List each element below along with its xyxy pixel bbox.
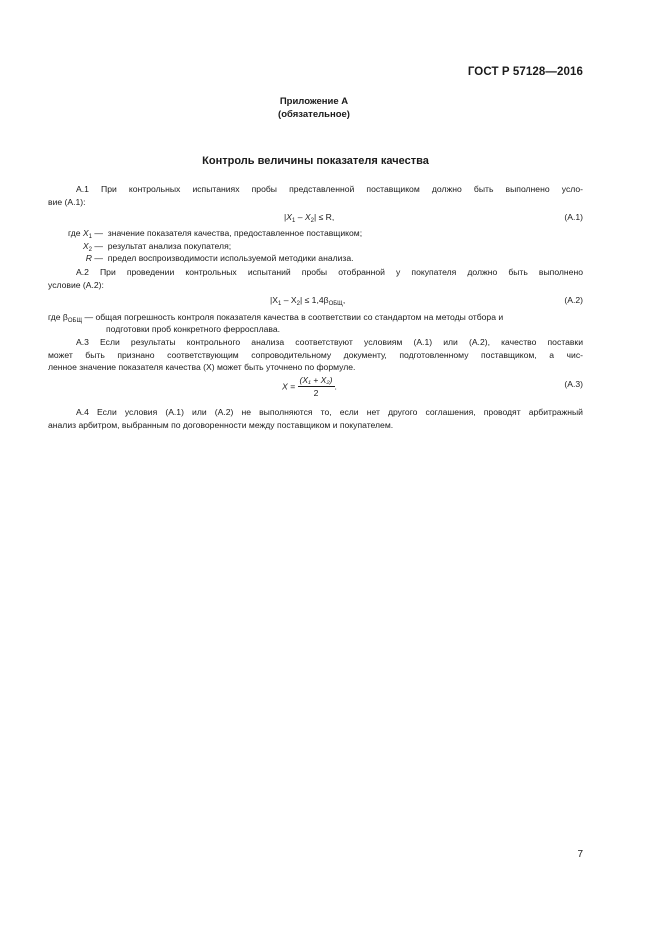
definition-r: R — предел воспроизводимости используемой методики анализа.	[85, 253, 354, 263]
page-number: 7	[577, 849, 583, 860]
paragraph-a3-line1: А.3 Если результаты контрольного анализа соответствуют условиям (А.1) или (А.2), качество поставки	[76, 337, 583, 347]
paragraph-a1-line2: вие (А.1):	[48, 197, 86, 207]
appendix-title: Приложение А	[279, 96, 349, 107]
equation-number-a3: (А.3)	[564, 379, 583, 389]
formula-a2: $|X_1 - X_2| \le 1,4\beta_{ОБЩ}$,	[270, 295, 346, 307]
formula-a3: X = $\frac{\text{(X₁ + X₂)}}{2}$ .	[282, 375, 337, 398]
appendix-status: (обязательное)	[278, 109, 350, 120]
equation-number-a2: (А.2)	[564, 295, 583, 305]
definition-x1: где $X_1$ — значение показателя качества, предоставленное поставщиком;	[67, 228, 363, 240]
paragraph-a4-line1: А.4 Если условия (А.1) или (А.2) не выполняются то, если нет другого соглашения, проводят арбитражный	[76, 407, 583, 417]
definition-x2: $X_2$ — результат анализа покупателя;	[82, 241, 232, 253]
paragraph-a2-line2: условие (А.2):	[48, 280, 104, 290]
paragraph-a3-line3: ленное значение показателя качества (X) может быть уточнено по формуле.	[48, 362, 356, 372]
equation-number-a1: (А.1)	[564, 212, 583, 222]
paragraph-a4-line2: анализ арбитром, выбранным по договоренности между поставщиком и покупателем.	[48, 420, 394, 430]
formula-a1: $|X_1 - X_2| \le R$,	[284, 212, 335, 224]
paragraph-a3-line2: может быть признано соответствующим сопроводительному документу, подготовленному поставщиком, а чис-	[48, 350, 583, 360]
paragraph-a1-line1: А.1 При контрольных испытаниях пробы представленной поставщиком должно быть выполнено усло-	[76, 184, 583, 194]
paragraph-a2-line1: А.2 При проведении контрольных испытаний пробы отобранной у покупателя должно быть выполнено	[76, 267, 583, 277]
standard-header: ГОСТ Р 57128—2016	[467, 66, 583, 78]
fraction: $\frac{\text{(X₁ + X₂)}}{2}$	[299, 375, 333, 398]
section-title: Контроль величины показателя качества	[202, 155, 429, 167]
definition-beta-line2: подготовки проб конкретного ферросплава.	[106, 324, 281, 334]
definition-beta: где $\beta_{ОБЩ}$ — общая погрешность контроля показателя качества в соответствии со стандартом на методы отбора и	[48, 312, 504, 324]
